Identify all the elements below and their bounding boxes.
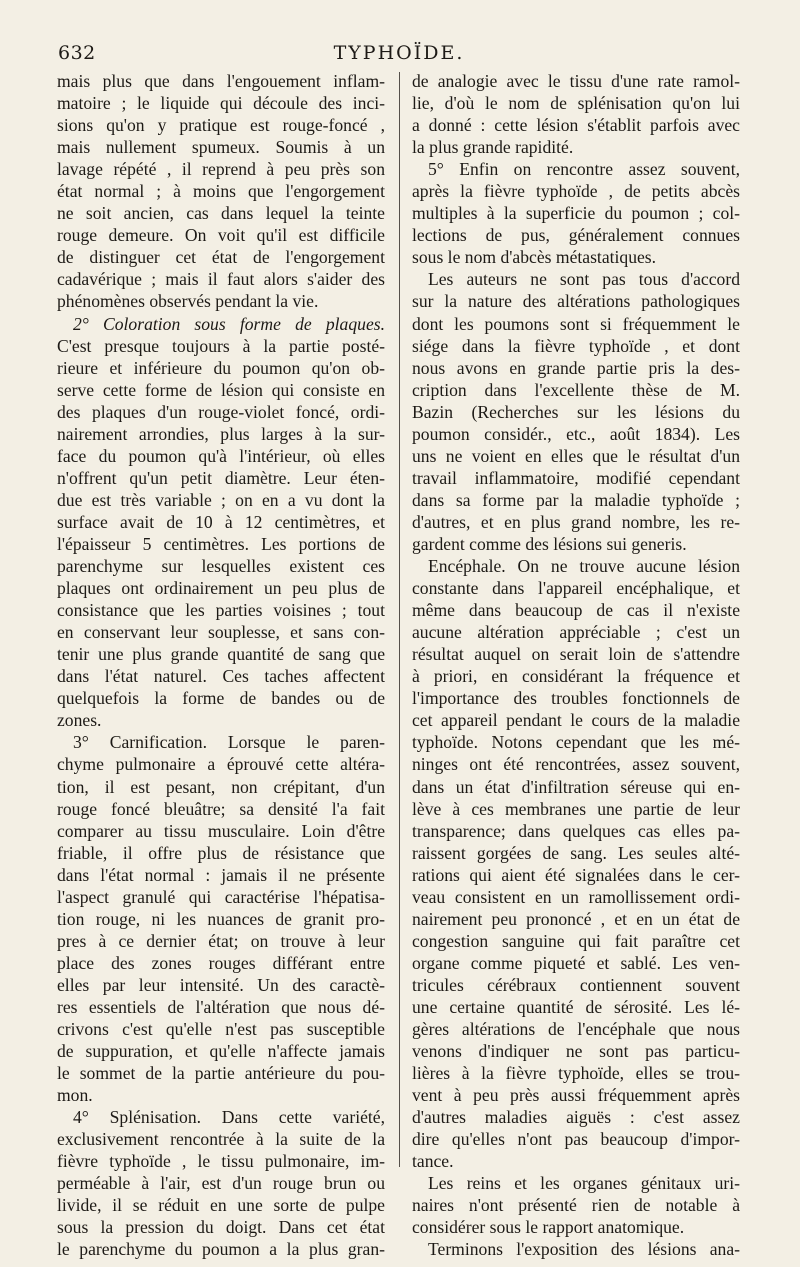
text-line: perméable à l'air, est d'un rouge brun ou bbox=[57, 1173, 385, 1194]
text-line: cription dans l'excellente thèse de M. bbox=[412, 379, 740, 400]
text-line: après la fièvre typhoïde , de petits abcès bbox=[412, 181, 740, 202]
text-line: poumon considér., etc., août 1834). Les bbox=[412, 423, 740, 444]
column-divider bbox=[399, 72, 400, 1167]
text-line: multiples à la superficie du poumon ; col- bbox=[412, 203, 740, 224]
text-line: tion rouge, ni les nuances de granit pro- bbox=[57, 908, 385, 929]
text-line: gardent comme des lésions sui generis. bbox=[412, 533, 687, 554]
text-line: vent à peu près aussi fréquemment après bbox=[412, 1085, 740, 1106]
text-line: 4° Splénisation. Dans cette variété, bbox=[73, 1107, 385, 1128]
text-line: sous la pression du doigt. Dans cet état bbox=[57, 1217, 385, 1238]
text-line: lavage répété , il reprend à peu près son bbox=[57, 159, 385, 180]
text-line: friable, il offre plus de résistance que bbox=[57, 842, 385, 863]
text-line: tance. bbox=[412, 1151, 454, 1172]
text-line: elles par leur intensité. Un des caractè- bbox=[57, 974, 385, 995]
text-line: nairement arrondies, plus larges à la sur- bbox=[57, 423, 385, 444]
text-line: ne soit ancien, cas dans lequel la teinte bbox=[57, 203, 385, 224]
running-title: TYPHOÏDE. bbox=[333, 42, 465, 64]
text-line: comparer au tissu musculaire. Loin d'être bbox=[57, 820, 385, 841]
text-line: lières à la fièvre typhoïde, elles se trou- bbox=[412, 1063, 740, 1084]
text-line: une certaine quantité de sérosité. Les lé- bbox=[412, 996, 740, 1017]
text-line: rations qui aient été signalées dans le cer- bbox=[412, 864, 740, 885]
right-column bbox=[412, 70, 740, 1261]
text-line: rieure et inférieure du poumon qu'on ob- bbox=[57, 357, 385, 378]
text-line: C'est presque toujours à la partie posté- bbox=[57, 335, 385, 356]
text-line: veau consistent en un ramollissement ordi- bbox=[412, 886, 740, 907]
text-line: crivons c'est qu'elle n'est pas susceptible bbox=[57, 1019, 385, 1040]
text-line: parenchyme sur lesquelles existent ces bbox=[57, 556, 385, 577]
text-line: sions qu'on y pratique est rouge-foncé , bbox=[57, 115, 385, 136]
text-line: surface avait de 10 à 12 centimètres, et bbox=[57, 511, 385, 532]
text-line: ninges ont été rencontrées, assez souvent, bbox=[412, 754, 740, 775]
text-line: fièvre typhoïde , le tissu pulmonaire, im- bbox=[57, 1151, 385, 1172]
page-number: 632 bbox=[58, 42, 96, 64]
text-line: tricules cérébraux contiennent souvent bbox=[412, 974, 740, 995]
text-line: nairement peu prononcé , et en un état de bbox=[412, 908, 740, 929]
text-line: livide, il se réduit en une sorte de pulpe bbox=[57, 1195, 385, 1216]
text-line: mais nullement spumeux. Soumis à un bbox=[57, 137, 385, 158]
text-line: l'épaisseur 5 centimètres. Les portions de bbox=[57, 533, 385, 554]
text-line: nous avons en grande partie pris la des- bbox=[412, 357, 740, 378]
text-line: venons d'indiquer ne sont pas particu- bbox=[412, 1041, 740, 1062]
text-line: le parenchyme du poumon a la plus gran- bbox=[57, 1239, 385, 1260]
text-line: transparence; dans quelques cas elles pa- bbox=[412, 820, 740, 841]
text-line: mais plus que dans l'engouement inflam- bbox=[57, 71, 385, 91]
text-line: typhoïde. Notons cependant que les mé- bbox=[412, 732, 740, 753]
text-line: chyme pulmonaire a éprouvé cette altéra- bbox=[57, 754, 385, 775]
text-line: la plus grande rapidité. bbox=[412, 137, 574, 158]
left-column bbox=[57, 70, 385, 1261]
text-line: de distinguer cet état de l'engorgement bbox=[57, 247, 385, 268]
text-line: mon. bbox=[57, 1085, 93, 1106]
page-header bbox=[58, 42, 740, 70]
text-line: considérer sous le rapport anatomique. bbox=[412, 1217, 685, 1238]
text-line: raissent gorgées de sang. Les seules alté- bbox=[412, 842, 740, 863]
text-line: des plaques d'un rouge-violet foncé, ordi- bbox=[57, 401, 385, 422]
text-line: siége dans la fièvre typhoïde , et dont bbox=[412, 335, 740, 356]
text-line: dans l'état normal : jamais il ne présente bbox=[57, 864, 385, 885]
text-line: cet appareil pendant le cours de la maladie bbox=[412, 710, 740, 731]
text-line: zones. bbox=[57, 710, 102, 731]
text-line: 3° Carnification. Lorsque le paren- bbox=[73, 732, 385, 753]
text-line: place des zones rouges différant entre bbox=[57, 952, 385, 973]
text-line: sur la nature des altérations pathologiques bbox=[412, 291, 740, 312]
text-line: gères altérations de l'encéphale que nous bbox=[412, 1019, 740, 1040]
text-line: d'autres, et en plus grand nombre, les re- bbox=[412, 511, 740, 532]
text-line: d'autres maladies aiguës : c'est assez bbox=[412, 1107, 740, 1128]
text-line: dire qu'elles n'ont pas beaucoup d'impor- bbox=[412, 1129, 740, 1150]
text-line: lève à ces membranes une partie de leur bbox=[412, 798, 740, 819]
text-line: sous le nom d'abcès métastatiques. bbox=[412, 247, 657, 268]
text-line: 2° Coloration sous forme de plaques. bbox=[73, 313, 385, 334]
text-line: rouge foncé bleuâtre; sa densité l'a fait bbox=[57, 798, 385, 819]
text-line: naires n'ont présenté rien de notable à bbox=[412, 1195, 740, 1216]
text-line: même dans beaucoup de cas il n'existe bbox=[412, 600, 740, 621]
text-line: phénomènes observés pendant la vie. bbox=[57, 291, 319, 312]
text-line: cadavérique ; mais il faut alors s'aider des bbox=[57, 269, 385, 290]
text-line: lie, d'où le nom de splénisation qu'on lui bbox=[412, 93, 740, 114]
text-line: organe comme piqueté et sablé. Les ven- bbox=[412, 952, 740, 973]
text-line: travail inflammatoire, modifié cependant bbox=[412, 467, 740, 488]
text-line: à priori, en considérant la fréquence et bbox=[412, 666, 740, 687]
text-line: pres à ce dernier état; on trouve à leur bbox=[57, 930, 385, 951]
text-line: état normal ; à moins que l'engorgement bbox=[57, 181, 385, 202]
text-line: dans sa forme par la maladie typhoïde ; bbox=[412, 489, 740, 510]
text-line: Bazin (Recherches sur les lésions du bbox=[412, 401, 740, 422]
text-line: dans un état d'infiltration séreuse qui en- bbox=[412, 776, 740, 797]
text-line: résultat auquel on serait loin de s'attendre bbox=[412, 644, 740, 665]
text-line: de suppuration, et qu'elle n'affecte jamais bbox=[57, 1041, 385, 1062]
text-line: dont les poumons sont si fréquemment le bbox=[412, 313, 740, 334]
text-line: exclusivement rencontrée à la suite de la bbox=[57, 1129, 385, 1150]
text-line: a donné : cette lésion s'établit parfois avec bbox=[412, 115, 740, 136]
text-line: dans l'état naturel. Ces taches affectent bbox=[57, 666, 385, 687]
text-line: l'importance des troubles fonctionnels de bbox=[412, 688, 740, 709]
text-line: rouge demeure. On voit qu'il est difficile bbox=[57, 225, 385, 246]
text-line: quelquefois la forme de bandes ou de bbox=[57, 688, 385, 709]
text-line: en conservant leur souplesse, et sans con- bbox=[57, 622, 385, 643]
text-line: plaques ont ordinairement un peu plus de bbox=[57, 578, 385, 599]
text-line: serve cette forme de lésion qui consiste en bbox=[57, 379, 385, 400]
text-line: consistance que les parties voisines ; tout bbox=[57, 600, 385, 621]
text-line: res essentiels de l'altération que nous dé- bbox=[57, 996, 385, 1017]
text-line: 5° Enfin on rencontre assez souvent, bbox=[428, 159, 740, 180]
text-line: tion, il est pesant, non crépitant, d'un bbox=[57, 776, 385, 797]
text-line: aucune altération appréciable ; c'est un bbox=[412, 622, 740, 643]
text-line: Terminons l'exposition des lésions ana- bbox=[428, 1239, 740, 1260]
text-line: congestion sanguine qui fait paraître cet bbox=[412, 930, 740, 951]
text-line: l'aspect granulé qui caractérise l'hépatisa- bbox=[57, 886, 385, 907]
text-line: constante dans l'appareil encéphalique, et bbox=[412, 578, 740, 599]
text-line: lections de pus, généralement connues bbox=[412, 225, 740, 246]
text-line: le sommet de la partie antérieure du pou- bbox=[57, 1063, 385, 1084]
text-line: Encéphale. On ne trouve aucune lésion bbox=[428, 556, 740, 577]
text-line: de analogie avec le tissu d'une rate ramol- bbox=[412, 71, 740, 91]
text-line: face du poumon qu'à l'intérieur, où elles bbox=[57, 445, 385, 466]
text-line: Les auteurs ne sont pas tous d'accord bbox=[428, 269, 740, 290]
text-line: uns ne voient en elles que le résultat d'un bbox=[412, 445, 740, 466]
text-line: n'offrent qu'un petit diamètre. Leur éten- bbox=[57, 467, 385, 488]
text-line: matoire ; le liquide qui découle des inci- bbox=[57, 93, 385, 114]
text-line: Les reins et les organes génitaux uri- bbox=[428, 1173, 740, 1194]
text-line: tenir une plus grande quantité de sang que bbox=[57, 644, 385, 665]
text-line: due est très variable ; on en a vu dont la bbox=[57, 489, 385, 510]
